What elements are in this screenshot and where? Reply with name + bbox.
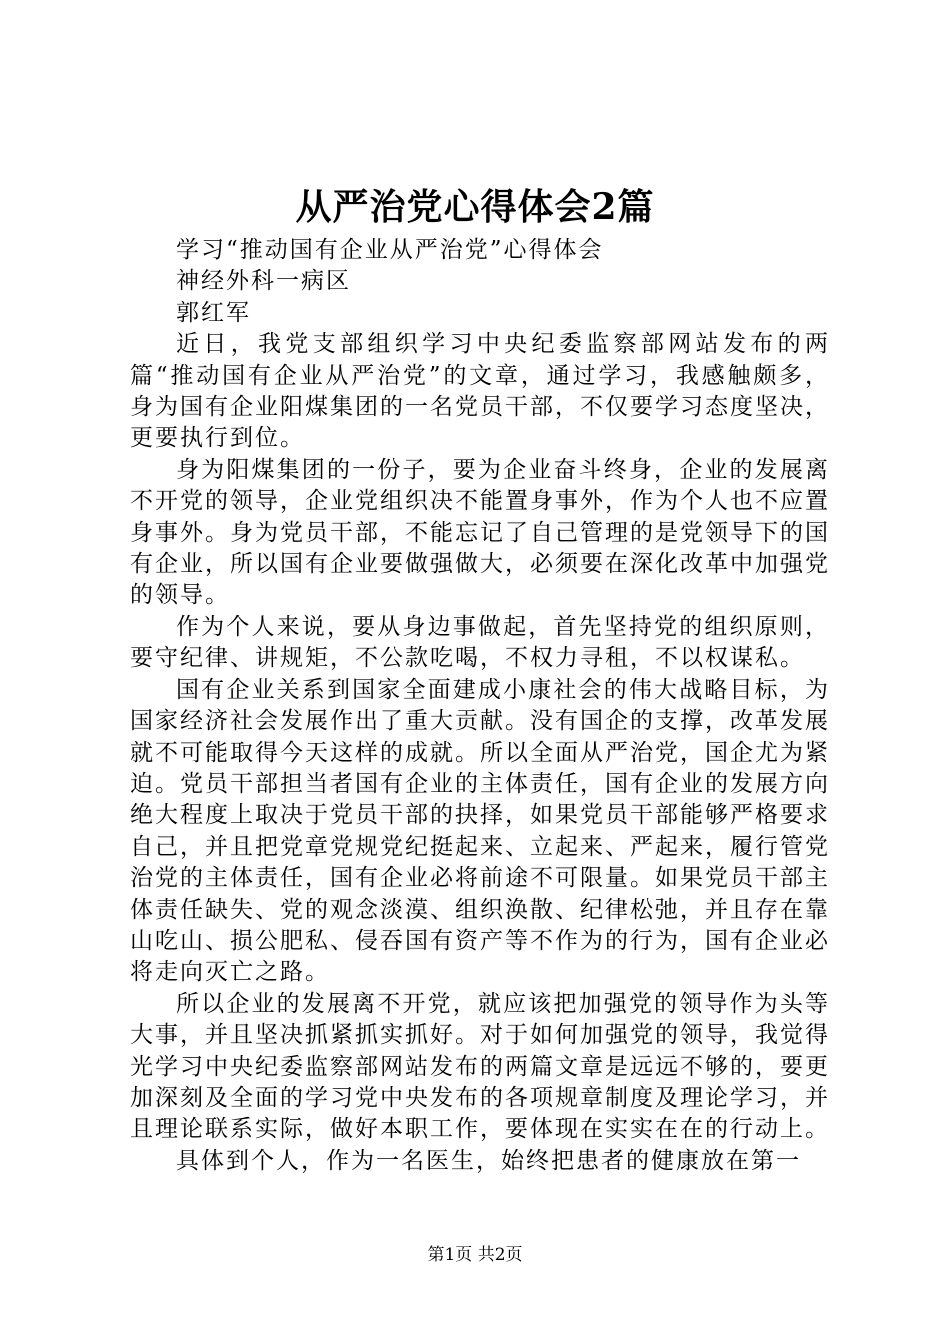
body-paragraph: 身为阳煤集团的一份子，要为企业奋斗终身，企业的发展离不开党的领导，企业党组织决不能置身事外，作为个人也不应置身事外。身为党员干部，不能忘记了自己管理的是党领导下的国有企业，所以国有企业要做强做大，必须要在深化改革中加强党的领导。 xyxy=(130,456,830,609)
article-subtitle: 学习“推动国有企业从严治党”心得体会 xyxy=(176,237,604,263)
page-indicator: 第1页 共2页 xyxy=(427,1245,523,1265)
document-title: 从严治党心得体会2篇 xyxy=(295,186,655,228)
body-paragraph: 所以企业的发展离不开党，就应该把加强党的领导作为头等大事，并且坚决抓紧抓实抓好。对于如何加强党的领导，我觉得光学习中央纪委监察部网站发布的两篇文章是远远不够的，要更加深刻及全面的学习党中央发布的各项规章制度及理论学习，并且理论联系实际，做好本职工作，要体现在实实在在的行动上。 xyxy=(130,990,830,1143)
body-paragraph: 作为个人来说，要从身边事做起，首先坚持党的组织原则，要守纪律、讲规矩，不公款吃喝，不权力寻租，不以权谋私。 xyxy=(130,613,830,672)
author-line: 郭红军 xyxy=(176,299,251,326)
department-line: 神经外科一病区 xyxy=(176,268,351,295)
body-paragraph: 国有企业关系到国家全面建成小康社会的伟大战略目标，为国家经济社会发展作出了重大贡献。没有国企的支撑，改革发展就不可能取得今天这样的成就。所以全面从严治党，国企尤为紧迫。党员干部担当者国有企业的主体责任，国有企业的发展方向绝大程度上取决于党员干部的抉择，如果党员干部能够严格要求自己，并且把党章党规党纪挺起来、立起来、严起来，履行管党治党的主体责任，国有企业必将前途不可限量。如果党员干部主体责任缺失、党的观念淡漠、组织涣散、纪律松弛，并且存在靠山吃山、损公肥私、侵吞国有资产等不作为的行为，国有企业必将走向灭亡之路。 xyxy=(130,676,830,986)
body-paragraph: 具体到个人，作为一名医生，始终把患者的健康放在第一 xyxy=(176,1147,801,1174)
body-paragraph: 近日，我党支部组织学习中央纪委监察部网站发布的两篇“推动国有企业从严治党”的文章，通过学习，我感触颇多，身为国有企业阳煤集团的一名党员干部，不仅要学习态度坚决，更要执行到位。 xyxy=(130,331,830,452)
document-body xyxy=(130,235,830,1177)
